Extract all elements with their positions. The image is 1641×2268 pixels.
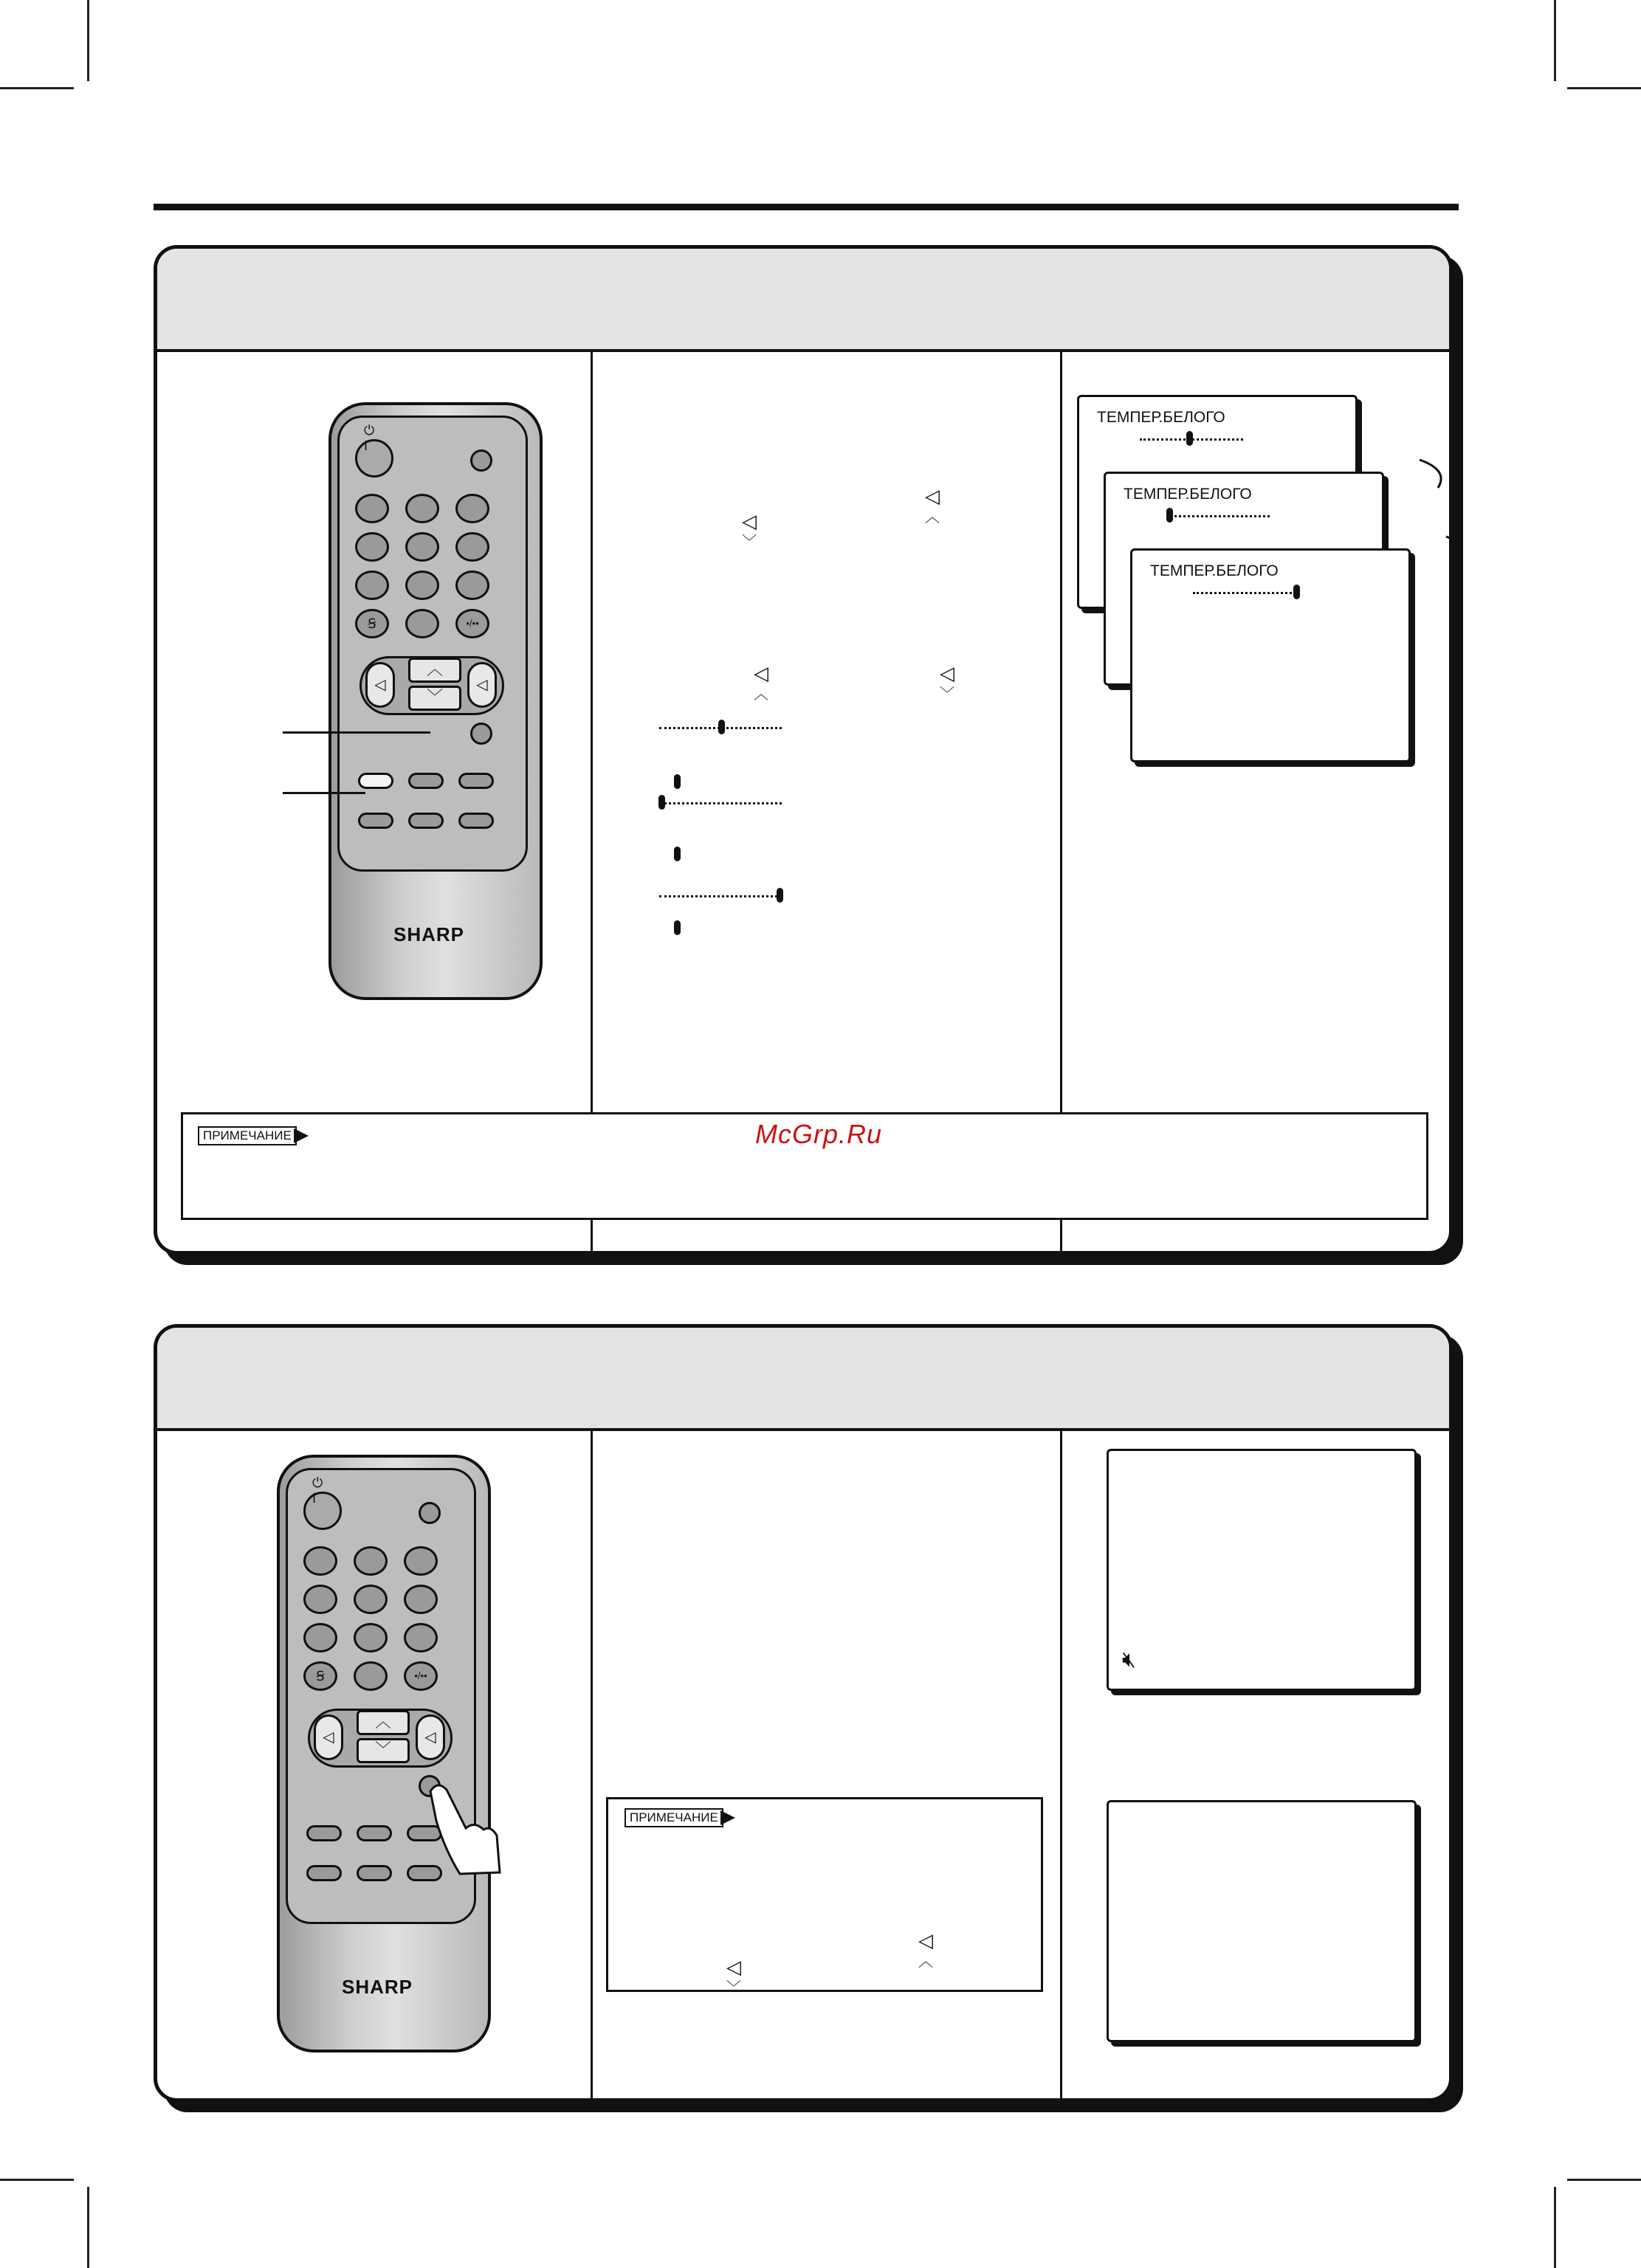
- menu-button[interactable]: [306, 1825, 342, 1841]
- slider-thumb: [777, 888, 783, 903]
- brand-logo: SHARP: [393, 923, 465, 945]
- crop-mark: [1567, 87, 1641, 89]
- slider-track: [659, 895, 782, 897]
- digit-button-6[interactable]: [404, 1585, 438, 1614]
- mute-button[interactable]: [470, 723, 492, 745]
- digit-button-1[interactable]: [355, 494, 389, 523]
- volume-down-symbol: ◁ ﹀: [940, 662, 954, 703]
- column-divider: [591, 1431, 593, 2098]
- digit-button-6[interactable]: [455, 532, 489, 562]
- leader-line: [283, 731, 430, 734]
- note-box: [181, 1112, 1428, 1220]
- volume-down-button[interactable]: ◁: [365, 662, 395, 708]
- digit-button-2[interactable]: [405, 494, 439, 523]
- remote-panel: [337, 416, 528, 872]
- note-arrow-icon: [720, 1810, 735, 1825]
- power-label: ⏻ I: [364, 423, 375, 453]
- section-header: [157, 249, 1449, 352]
- channel-up-button[interactable]: ︿: [357, 1710, 410, 1735]
- slider-thumb: [674, 847, 681, 861]
- column-divider: [1060, 1431, 1062, 2098]
- watermark: McGrp.Ru: [755, 1119, 883, 1149]
- digit-button-8[interactable]: [405, 571, 439, 600]
- digit-button-5[interactable]: [405, 532, 439, 562]
- digit-button-2[interactable]: [354, 1546, 388, 1576]
- crop-mark: [1567, 2179, 1641, 2181]
- tv-av-button[interactable]: [470, 449, 492, 472]
- menu-button[interactable]: [358, 773, 393, 789]
- crop-mark: [1554, 0, 1556, 81]
- pointing-hand-icon: [423, 1776, 504, 1880]
- note-box: [606, 1797, 1043, 1996]
- osd-label: ТЕМПЕР.БЕЛОГО: [1124, 486, 1252, 503]
- digit-button-7[interactable]: [355, 571, 389, 600]
- crop-mark: [1554, 2187, 1556, 2268]
- top-rule: [154, 204, 1459, 210]
- volume-up-symbol: ◁ ︿: [925, 485, 940, 525]
- slider-thumb: [674, 920, 681, 935]
- section-header: [157, 1328, 1449, 1431]
- volume-up-symbol: ◁ ︿: [754, 662, 768, 703]
- osd-screen-normal: [1107, 1800, 1417, 2042]
- digit-button-4[interactable]: [355, 532, 389, 562]
- crop-mark: [87, 0, 89, 81]
- slider-thumb: [718, 720, 725, 734]
- section-white-temperature: [154, 245, 1453, 1255]
- digit-mode-button[interactable]: •/••: [455, 609, 489, 638]
- cycle-arrow: [1420, 460, 1441, 488]
- slider-thumb: [674, 774, 681, 789]
- digit-button-9[interactable]: [455, 571, 489, 600]
- section-mute: [154, 1324, 1453, 2102]
- digit-button-3[interactable]: [404, 1546, 438, 1576]
- channel-down-button[interactable]: ﹀: [408, 686, 461, 711]
- osd-screen-muted: [1107, 1449, 1417, 1691]
- digit-button-9[interactable]: [404, 1623, 438, 1652]
- speaker-muted-icon: 🔇︎: [1122, 1647, 1136, 1672]
- brand-logo: SHARP: [342, 1976, 413, 1998]
- crop-mark: [0, 2179, 74, 2181]
- crop-mark: [0, 87, 74, 89]
- osd-slider-thumb: [1166, 508, 1173, 523]
- slider-thumb: [658, 795, 665, 810]
- flashback-button[interactable]: Ꞩ: [355, 609, 389, 638]
- volume-down-symbol: ◁ ﹀: [726, 1956, 741, 1996]
- function-button-2[interactable]: [357, 1825, 392, 1841]
- volume-down-symbol: ◁ ﹀: [742, 510, 757, 551]
- digit-button-5[interactable]: [354, 1585, 388, 1614]
- volume-down-button[interactable]: ◁: [314, 1714, 343, 1760]
- leader-line: [283, 792, 365, 794]
- flashback-button[interactable]: Ꞩ: [303, 1661, 337, 1691]
- cycle-arrows: [1228, 396, 1453, 647]
- crop-mark: [87, 2187, 89, 2268]
- function-button-5[interactable]: [357, 1865, 392, 1881]
- volume-up-button[interactable]: ◁: [416, 1714, 445, 1760]
- volume-up-button[interactable]: ◁: [467, 662, 497, 708]
- digit-button-1[interactable]: [303, 1546, 337, 1576]
- channel-down-button[interactable]: ﹀: [357, 1738, 410, 1763]
- power-label: ⏻ I: [312, 1475, 323, 1506]
- digit-button-3[interactable]: [455, 494, 489, 523]
- digit-button-8[interactable]: [354, 1623, 388, 1652]
- volume-up-symbol: ◁ ︿: [918, 1929, 933, 1970]
- osd-label: ТЕМПЕР.БЕЛОГО: [1097, 409, 1225, 426]
- function-button-6[interactable]: [458, 813, 494, 829]
- digit-button-0[interactable]: [405, 609, 439, 638]
- note-arrow-icon: [294, 1128, 309, 1143]
- tv-av-button[interactable]: [419, 1502, 441, 1524]
- digit-button-7[interactable]: [303, 1623, 337, 1652]
- digit-button-0[interactable]: [354, 1661, 388, 1691]
- function-button-3[interactable]: [458, 773, 494, 789]
- slider-track: [659, 802, 782, 804]
- function-button-4[interactable]: [306, 1865, 342, 1881]
- note-tag: ПРИМЕЧАНИЕ: [198, 1126, 297, 1145]
- note-tag: ПРИМЕЧАНИЕ: [625, 1808, 723, 1827]
- osd-slider-thumb: [1186, 431, 1193, 446]
- function-button-4[interactable]: [358, 813, 393, 829]
- function-button-5[interactable]: [408, 813, 444, 829]
- osd-label: ТЕМПЕР.БЕЛОГО: [1150, 562, 1279, 579]
- function-button-2[interactable]: [408, 773, 444, 789]
- digit-mode-button[interactable]: •/••: [404, 1661, 438, 1691]
- digit-button-4[interactable]: [303, 1585, 337, 1614]
- cycle-arrow: [1446, 537, 1453, 566]
- channel-up-button[interactable]: ︿: [408, 658, 461, 683]
